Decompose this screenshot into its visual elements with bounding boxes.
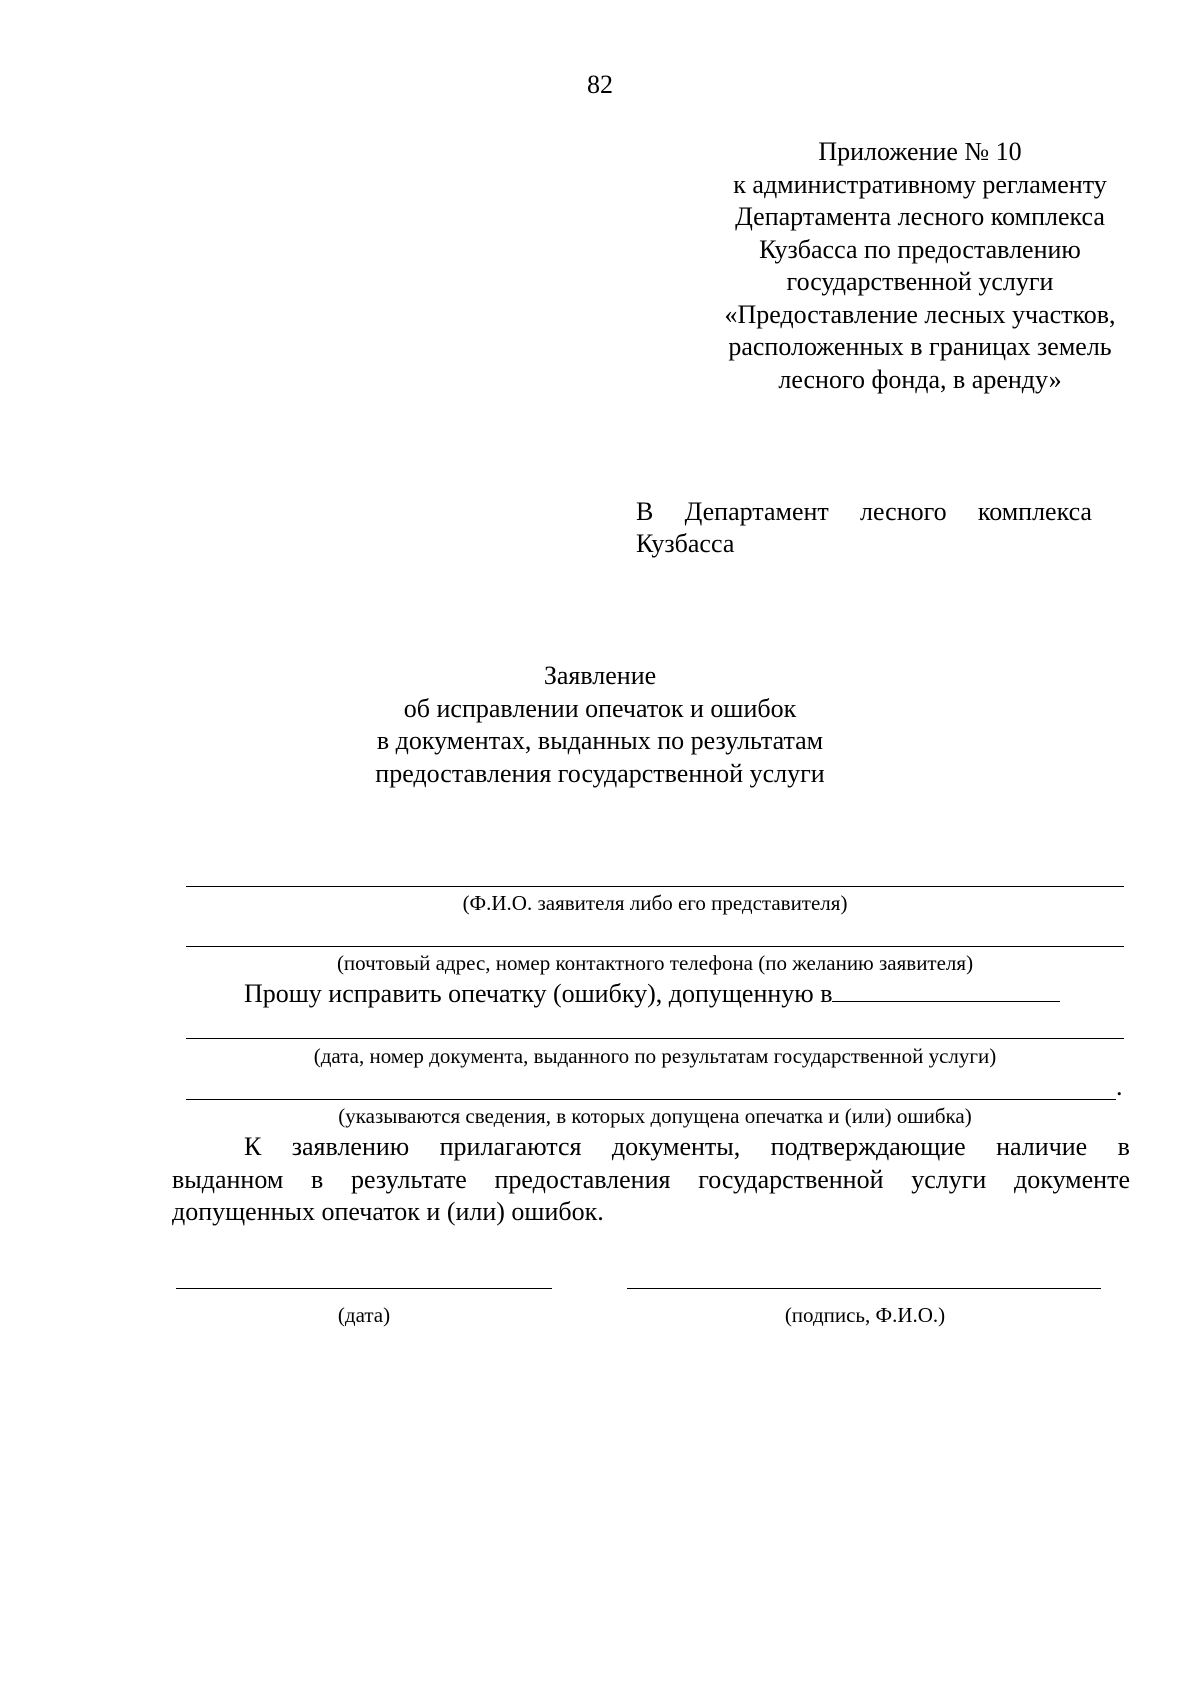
attachment-word: выданном (172, 1164, 284, 1194)
attachment-word: результате (351, 1164, 467, 1194)
appendix-line: лесного фонда, в аренду» (778, 364, 1062, 394)
request-text: Прошу исправить опечатку (ошибку), допущенную в (244, 979, 833, 1008)
title-line: в документах, выданных по результатам (376, 726, 824, 755)
appendix-line: расположенных в границах земель (728, 332, 1112, 361)
attachment-word: прилагаются (439, 1132, 582, 1161)
attachment-word: подтверждающие (770, 1132, 966, 1161)
recipient-line-1 (636, 496, 1092, 528)
recipient-block (636, 496, 1092, 560)
appendix-header (660, 136, 1180, 396)
applicant-name-line[interactable] (186, 886, 1124, 887)
request-sentence (244, 978, 1120, 1010)
attachment-word: предоставления (494, 1164, 671, 1194)
attachment-word: документы, (611, 1132, 741, 1161)
details-end-dot: . (1116, 1072, 1123, 1101)
date-caption: (дата) (337, 1303, 391, 1327)
attachment-line-2 (172, 1164, 1130, 1197)
date-line[interactable] (176, 1288, 552, 1289)
details-line[interactable] (186, 1099, 1116, 1100)
signature-caption: (подпись, Ф.И.О.) (784, 1303, 946, 1327)
page-number: 82 (587, 70, 613, 99)
recipient-line-2: Кузбасса (636, 529, 735, 558)
attachment-word: заявлению (291, 1132, 410, 1161)
document-blank-field[interactable] (832, 979, 1060, 1002)
attachment-line-1 (172, 1131, 1130, 1164)
address-line[interactable] (186, 946, 1124, 947)
appendix-line: Департамента лесного комплекса (735, 202, 1105, 231)
recipient-word: комплекса (977, 497, 1092, 526)
title-line: Заявление (543, 661, 657, 690)
appendix-line: к административному регламенту (733, 169, 1107, 199)
applicant-caption: (Ф.И.О. заявителя либо его представителя) (462, 891, 848, 915)
attachment-word: К (244, 1132, 262, 1161)
appendix-line: государственной услуги (786, 267, 1054, 296)
appendix-line: Кузбасса по предоставлению (759, 234, 1081, 264)
attachment-word: государственной (698, 1164, 884, 1194)
attachment-paragraph (172, 1131, 1130, 1229)
recipient-word: В (636, 497, 654, 526)
recipient-word: Департамент (684, 497, 829, 526)
address-caption: (почтовый адрес, номер контактного телефона (по желанию заявителя) (336, 951, 974, 975)
appendix-line: Приложение № 10 (818, 137, 1022, 166)
signature-line[interactable] (627, 1288, 1101, 1289)
details-caption: (указываются сведения, в которых допущена опечатка и (или) ошибка) (338, 1104, 972, 1128)
document-title (0, 660, 1200, 790)
attachment-word: в (311, 1164, 324, 1194)
recipient-word: лесного (860, 497, 947, 526)
document-line[interactable] (186, 1038, 1124, 1039)
attachment-word: в (1117, 1132, 1130, 1161)
title-line: об исправлении опечаток и ошибок (403, 693, 797, 723)
attachment-word: услуги (911, 1164, 987, 1194)
attachment-line-3: допущенных опечаток и (или) ошибок. (172, 1197, 604, 1226)
title-line: предоставления государственной услуги (375, 758, 825, 788)
attachment-word: документе (1014, 1164, 1130, 1194)
appendix-line: «Предоставление лесных участков, (724, 299, 1116, 329)
document-caption: (дата, номер документа, выданного по результатам государственной услуги) (313, 1044, 997, 1068)
attachment-word: наличие (996, 1132, 1088, 1161)
